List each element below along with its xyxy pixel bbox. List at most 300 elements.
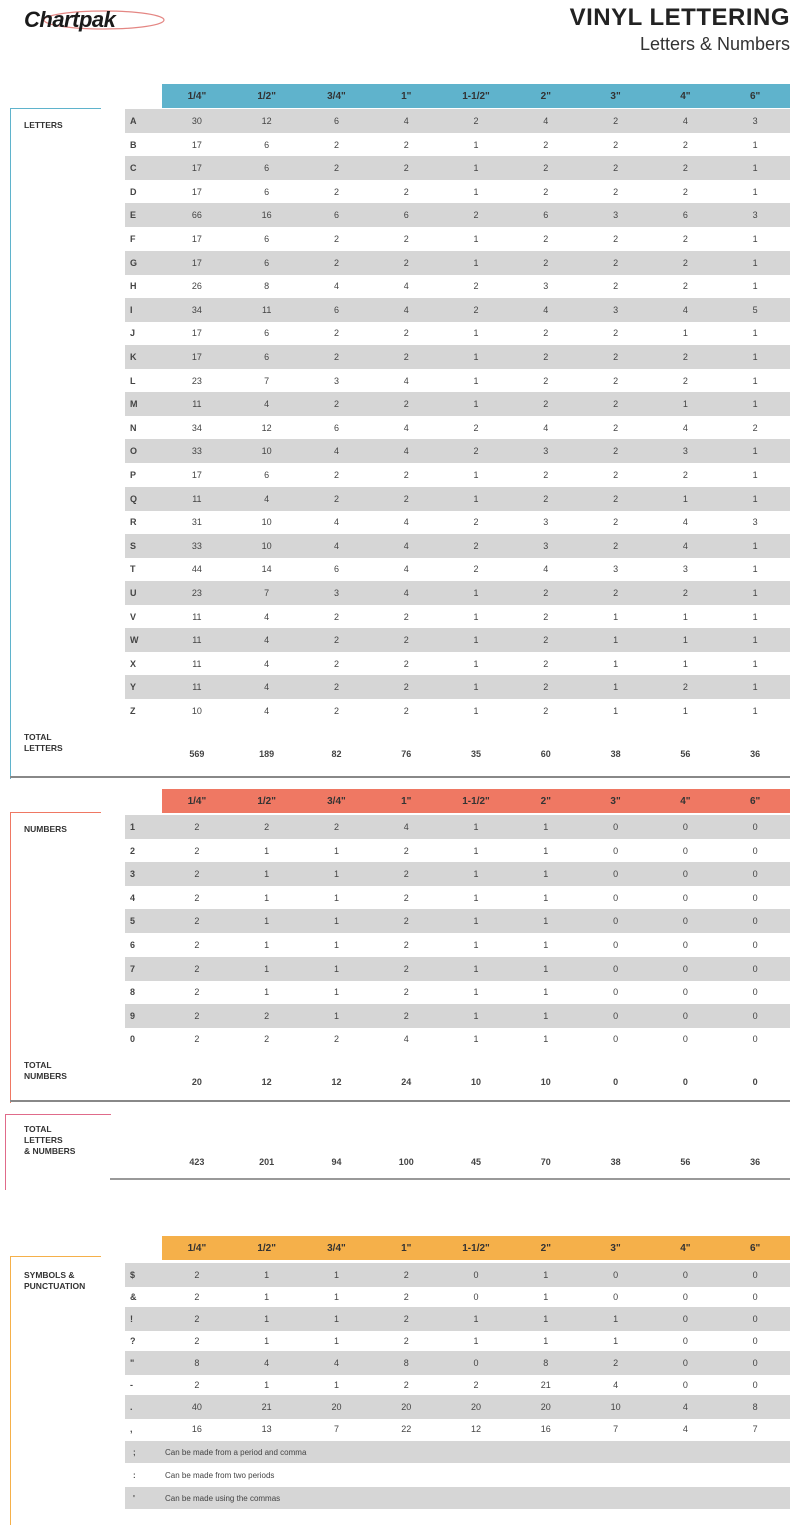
- row-label: S: [130, 540, 137, 551]
- cell-value: 0: [682, 1270, 688, 1280]
- row-values: [162, 588, 790, 598]
- cell-value: 2: [403, 892, 409, 903]
- symbols-note: [125, 1487, 790, 1509]
- cell-value: 6: [264, 139, 270, 150]
- column-header: 3": [610, 795, 621, 807]
- cell-value: 1: [333, 845, 339, 856]
- numbers-header: [162, 789, 790, 813]
- column-header: 2": [540, 795, 551, 807]
- cell-value: 1: [543, 1292, 549, 1302]
- cell-value: 2: [333, 352, 339, 362]
- cell-value: 23: [191, 375, 202, 386]
- cell-value: 2: [543, 139, 549, 150]
- cell-value: 4: [264, 682, 270, 693]
- column-header: 1/2": [257, 90, 276, 102]
- letters-bottom-line: [10, 776, 790, 778]
- cell-value: 2: [473, 116, 479, 126]
- row-label: ?: [130, 1336, 136, 1346]
- cell-value: 31: [191, 517, 202, 528]
- cell-value: 8: [403, 1358, 409, 1368]
- row-label: 5: [130, 916, 136, 927]
- cell-value: 2: [333, 611, 339, 622]
- cell-value: 4: [333, 1358, 339, 1368]
- cell-value: 2: [333, 139, 339, 150]
- cell-value: 0: [752, 916, 758, 927]
- row-label: T: [130, 564, 136, 575]
- cell-value: 2: [333, 234, 339, 244]
- row-label: &: [130, 1292, 137, 1302]
- row-label: N: [130, 422, 137, 433]
- row-label: H: [130, 281, 137, 292]
- cell-value: 1: [682, 611, 688, 622]
- cell-value: 1: [473, 963, 479, 974]
- cell-value: 1: [473, 706, 479, 716]
- cell-value: 1: [752, 186, 758, 197]
- row-label: O: [130, 446, 138, 457]
- letters-row: [125, 345, 790, 369]
- symbols-bracket: [10, 1256, 101, 1525]
- cell-value: 1: [752, 281, 758, 292]
- cell-value: 2: [473, 446, 479, 457]
- row-label: F: [130, 234, 136, 244]
- row-label: $: [130, 1270, 136, 1280]
- cell-value: 11: [192, 399, 202, 410]
- cell-value: 11: [262, 304, 272, 315]
- cell-value: 20: [331, 1402, 342, 1412]
- cell-value: 1: [473, 470, 479, 480]
- row-values: [162, 541, 790, 551]
- row-label: !: [130, 1314, 133, 1324]
- cell-value: 2: [333, 328, 339, 339]
- cell-value: 1: [543, 987, 549, 998]
- cell-value: 1: [613, 611, 619, 622]
- cell-value: 2: [613, 422, 619, 433]
- letters-row: [125, 321, 790, 345]
- cell-value: 0: [682, 987, 688, 998]
- cell-value: 2: [194, 822, 200, 832]
- cell-value: 1: [752, 470, 758, 480]
- cell-value: 34: [191, 304, 202, 315]
- column-header: 1-1/2": [462, 1242, 490, 1254]
- cell-value: 4: [264, 399, 270, 410]
- cell-value: 0: [752, 1358, 758, 1368]
- letters-row: [125, 180, 790, 204]
- symbols-row: [125, 1417, 790, 1441]
- note-symbol: ': [133, 1493, 135, 1503]
- cell-value: 1: [752, 446, 758, 457]
- cell-value: 2: [613, 281, 619, 292]
- numbers-row: [125, 886, 790, 910]
- cell-value: 0: [682, 1077, 688, 1087]
- cell-value: 3: [682, 564, 688, 575]
- row-label: K: [130, 352, 137, 362]
- cell-value: 2: [403, 940, 409, 950]
- cell-value: 2: [543, 163, 549, 174]
- cell-value: 2: [403, 916, 409, 927]
- row-values: [162, 964, 790, 974]
- note-text: Can be made using the commas: [165, 1493, 281, 1503]
- cell-value: 2: [403, 658, 409, 669]
- cell-value: 1: [752, 257, 758, 268]
- symbols-row: [125, 1373, 790, 1397]
- note-text: Can be made from a period and comma: [165, 1447, 307, 1457]
- column-header: 3/4": [327, 795, 346, 807]
- cell-value: 0: [613, 940, 619, 950]
- row-values: [162, 846, 790, 856]
- row-values: [162, 706, 790, 716]
- cell-value: 14: [261, 564, 272, 575]
- cell-value: 10: [471, 1077, 482, 1087]
- letters-row: [125, 227, 790, 251]
- cell-value: 2: [613, 493, 619, 504]
- cell-value: 0: [682, 1314, 688, 1324]
- row-values: [162, 940, 790, 950]
- cell-value: 12: [471, 1424, 482, 1434]
- cell-value: 1: [543, 1034, 549, 1045]
- row-values: [162, 376, 790, 386]
- cell-value: 2: [403, 163, 409, 174]
- cell-value: 1: [543, 916, 549, 927]
- row-label: Y: [130, 682, 137, 693]
- letters-row: [125, 581, 790, 605]
- cell-value: 1: [752, 375, 758, 386]
- row-values: [162, 163, 790, 173]
- numbers-bottom-line: [10, 1100, 790, 1102]
- column-header: 6": [749, 90, 761, 102]
- cell-value: 1: [473, 611, 479, 622]
- cell-value: 1: [543, 1314, 549, 1324]
- cell-value: 0: [473, 1270, 479, 1280]
- cell-value: 12: [261, 422, 272, 433]
- cell-value: 2: [194, 869, 200, 880]
- cell-value: 2: [194, 1292, 200, 1302]
- cell-value: 1: [752, 352, 758, 362]
- row-values: [162, 869, 790, 879]
- cell-value: 1: [473, 987, 479, 998]
- cell-value: 4: [543, 422, 549, 433]
- letters-row: [125, 156, 790, 180]
- column-header: 1/2": [257, 795, 276, 807]
- row-values: [162, 494, 790, 504]
- column-header: 2": [540, 90, 551, 102]
- row-label: -: [130, 1380, 133, 1390]
- symbols-header: [162, 1236, 790, 1260]
- row-values: [162, 1011, 790, 1021]
- cell-value: 0: [473, 1292, 479, 1302]
- row-values: [162, 822, 790, 832]
- cell-value: 22: [401, 1424, 412, 1434]
- cell-value: 2: [333, 399, 339, 410]
- cell-value: 1: [682, 399, 688, 410]
- cell-value: 6: [264, 352, 270, 362]
- cell-value: 1: [333, 987, 339, 998]
- row-values: [162, 1380, 790, 1390]
- column-header: 1/4": [187, 1242, 207, 1254]
- cell-value: 1: [473, 845, 479, 856]
- cell-value: 1: [333, 869, 339, 880]
- cell-value: 7: [264, 375, 270, 386]
- cell-value: 2: [333, 635, 339, 646]
- cell-value: 0: [752, 1292, 758, 1302]
- cell-value: 2: [333, 493, 339, 504]
- cell-value: 1: [752, 588, 758, 598]
- numbers-row: [125, 862, 790, 886]
- cell-value: 4: [333, 446, 339, 457]
- cell-value: 423: [189, 1157, 205, 1167]
- cell-value: 2: [333, 163, 339, 174]
- note-symbol: :: [133, 1470, 136, 1480]
- column-header: 6": [749, 795, 761, 807]
- letters-row: [125, 392, 790, 416]
- cell-value: 3: [333, 588, 339, 598]
- cell-value: 1: [543, 963, 549, 974]
- row-label: E: [130, 210, 137, 221]
- cell-value: 0: [752, 845, 758, 856]
- cell-value: 2: [473, 210, 479, 221]
- row-label: 9: [130, 1010, 136, 1021]
- cell-value: 2: [194, 1380, 200, 1390]
- cell-value: 17: [191, 139, 202, 150]
- cell-value: 2: [194, 1314, 200, 1324]
- cell-value: 2: [403, 845, 409, 856]
- row-values: [162, 1034, 790, 1044]
- cell-value: 2: [613, 257, 619, 268]
- page-subtitle: Letters & Numbers: [639, 34, 790, 54]
- cell-value: 17: [191, 352, 202, 362]
- cell-value: 5: [752, 304, 758, 315]
- row-label: X: [130, 658, 137, 669]
- row-label: 7: [130, 963, 136, 974]
- cell-value: 2: [543, 375, 549, 386]
- cell-value: 1: [613, 682, 619, 693]
- cell-value: 4: [403, 517, 409, 528]
- cell-value: 2: [194, 963, 200, 974]
- cell-value: 2: [403, 186, 409, 197]
- cell-value: 6: [264, 234, 270, 244]
- cell-value: 3: [333, 375, 339, 386]
- cell-value: 2: [473, 1380, 479, 1390]
- cell-value: 1: [473, 234, 479, 244]
- row-label: ": [130, 1358, 135, 1368]
- cell-value: 2: [473, 517, 479, 528]
- cell-value: 1: [473, 1314, 479, 1324]
- cell-value: 2: [682, 163, 688, 174]
- cell-value: 1: [752, 493, 758, 504]
- cell-value: 1: [543, 892, 549, 903]
- cell-value: 4: [333, 517, 339, 528]
- cell-value: 1: [473, 869, 479, 880]
- cell-value: 1: [473, 588, 479, 598]
- cell-value: 2: [403, 611, 409, 622]
- cell-value: 1: [473, 493, 479, 504]
- cell-value: 1: [473, 658, 479, 669]
- cell-value: 2: [543, 682, 549, 693]
- row-label: L: [130, 375, 136, 386]
- cell-value: 4: [543, 564, 549, 575]
- cell-value: 0: [613, 1034, 619, 1045]
- cell-value: 1: [333, 916, 339, 927]
- column-header: 4": [680, 1242, 691, 1254]
- note-text: Can be made from two periods: [165, 1470, 275, 1480]
- cell-value: 1: [473, 682, 479, 693]
- cell-value: 1: [264, 892, 270, 903]
- letters-header: [162, 84, 790, 108]
- column-header: 1-1/2": [462, 90, 490, 102]
- cell-value: 0: [682, 940, 688, 950]
- cell-value: 2: [613, 540, 619, 551]
- cell-value: 1: [613, 1336, 619, 1346]
- cell-value: 2: [613, 1358, 619, 1368]
- cell-value: 4: [682, 1402, 688, 1412]
- cell-value: 4: [403, 588, 409, 598]
- numbers-row: [125, 815, 790, 839]
- cell-value: 2: [403, 1292, 409, 1302]
- cell-value: 4: [543, 304, 549, 315]
- cell-value: 2: [333, 470, 339, 480]
- row-values: [162, 399, 790, 409]
- cell-value: 6: [543, 210, 549, 221]
- row-label: 2: [130, 845, 136, 856]
- cell-value: 4: [264, 635, 270, 646]
- row-values: [162, 517, 790, 527]
- cell-value: 2: [682, 139, 688, 150]
- row-values: [162, 682, 790, 692]
- cell-value: 8: [543, 1358, 549, 1368]
- cell-value: 7: [752, 1424, 758, 1434]
- cell-value: 3: [613, 564, 619, 575]
- cell-value: 1: [682, 328, 688, 339]
- cell-value: 1: [473, 352, 479, 362]
- row-label: P: [130, 470, 137, 480]
- numbers-row: [125, 933, 790, 957]
- column-header: 4": [680, 90, 691, 102]
- cell-value: 2: [682, 352, 688, 362]
- cell-value: 44: [191, 564, 202, 575]
- numbers-row: [125, 957, 790, 981]
- cell-value: 2: [264, 1034, 270, 1045]
- cell-value: 2: [194, 845, 200, 856]
- cell-value: 1: [473, 139, 479, 150]
- cell-value: 1: [473, 1336, 479, 1346]
- cell-value: 0: [752, 1270, 758, 1280]
- cell-value: 1: [333, 1314, 339, 1324]
- cell-value: 10: [191, 706, 202, 716]
- cell-value: 2: [543, 399, 549, 410]
- cell-value: 4: [682, 540, 688, 551]
- cell-value: 17: [191, 186, 202, 197]
- cell-value: 2: [543, 658, 549, 669]
- symbols-row: [125, 1329, 790, 1353]
- cell-value: 0: [682, 1358, 688, 1368]
- cell-value: 0: [682, 916, 688, 927]
- cell-value: 36: [750, 749, 761, 759]
- cell-value: 4: [264, 611, 270, 622]
- cell-value: 1: [333, 1010, 339, 1021]
- cell-value: 2: [333, 1034, 339, 1045]
- cell-value: 2: [613, 234, 619, 244]
- cell-value: 11: [192, 611, 202, 622]
- cell-value: 4: [403, 116, 409, 126]
- cell-value: 10: [261, 540, 272, 551]
- cell-value: 0: [613, 1270, 619, 1280]
- cell-value: 3: [752, 116, 758, 126]
- cell-value: 12: [261, 1077, 272, 1087]
- cell-value: 2: [403, 963, 409, 974]
- cell-value: 1: [752, 564, 758, 575]
- cell-value: 6: [333, 116, 339, 126]
- cell-value: 0: [613, 822, 619, 832]
- row-values: [162, 258, 790, 268]
- cell-value: 0: [613, 987, 619, 998]
- cell-value: 2: [613, 163, 619, 174]
- cell-value: 2: [682, 682, 688, 693]
- cell-value: 1: [613, 635, 619, 646]
- cell-value: 0: [752, 1380, 758, 1390]
- cell-value: 0: [682, 1292, 688, 1302]
- cell-value: 8: [194, 1358, 200, 1368]
- cell-value: 0: [613, 1010, 619, 1021]
- column-header: 3": [610, 90, 621, 102]
- cell-value: 17: [191, 328, 202, 339]
- cell-value: 6: [264, 257, 270, 268]
- cell-value: 4: [403, 446, 409, 457]
- cell-value: 2: [543, 234, 549, 244]
- cell-value: 60: [540, 749, 551, 759]
- cell-value: 0: [682, 963, 688, 974]
- letters-row: [125, 369, 790, 393]
- cell-value: 2: [473, 422, 479, 433]
- cell-value: 0: [682, 1336, 688, 1346]
- cell-value: 2: [613, 375, 619, 386]
- row-values: [162, 987, 790, 997]
- cell-value: 12: [261, 116, 272, 126]
- cell-value: 3: [543, 281, 549, 292]
- cell-value: 2: [403, 139, 409, 150]
- cell-value: 1: [752, 635, 758, 646]
- note-symbol: ;: [133, 1447, 136, 1457]
- cell-value: 2: [194, 1034, 200, 1045]
- letters-row: [125, 109, 790, 133]
- cell-value: 1: [473, 163, 479, 174]
- cell-value: 1: [264, 987, 270, 998]
- symbols-row: [125, 1351, 790, 1375]
- symbols-row: [125, 1395, 790, 1419]
- cell-value: 1: [752, 163, 758, 174]
- cell-value: 1: [682, 706, 688, 716]
- cell-value: 2: [613, 517, 619, 528]
- cell-value: 3: [752, 517, 758, 528]
- cell-value: 3: [543, 517, 549, 528]
- cell-value: 2: [194, 1336, 200, 1346]
- cell-value: 3: [613, 210, 619, 221]
- cell-value: 2: [403, 635, 409, 646]
- column-header: 1-1/2": [462, 795, 490, 807]
- cell-value: 1: [682, 635, 688, 646]
- cell-value: 4: [403, 304, 409, 315]
- cell-value: 16: [261, 210, 272, 221]
- cell-value: 33: [191, 540, 202, 551]
- page-title-block: [570, 4, 790, 55]
- cell-value: 8: [752, 1402, 758, 1412]
- column-header: 3/4": [327, 90, 346, 102]
- cell-value: 2: [613, 328, 619, 339]
- cell-value: 2: [543, 470, 549, 480]
- cell-value: 1: [752, 139, 758, 150]
- row-values: [162, 234, 790, 244]
- row-label: 6: [130, 940, 136, 950]
- cell-value: 2: [682, 470, 688, 480]
- column-header: 2": [540, 1242, 551, 1254]
